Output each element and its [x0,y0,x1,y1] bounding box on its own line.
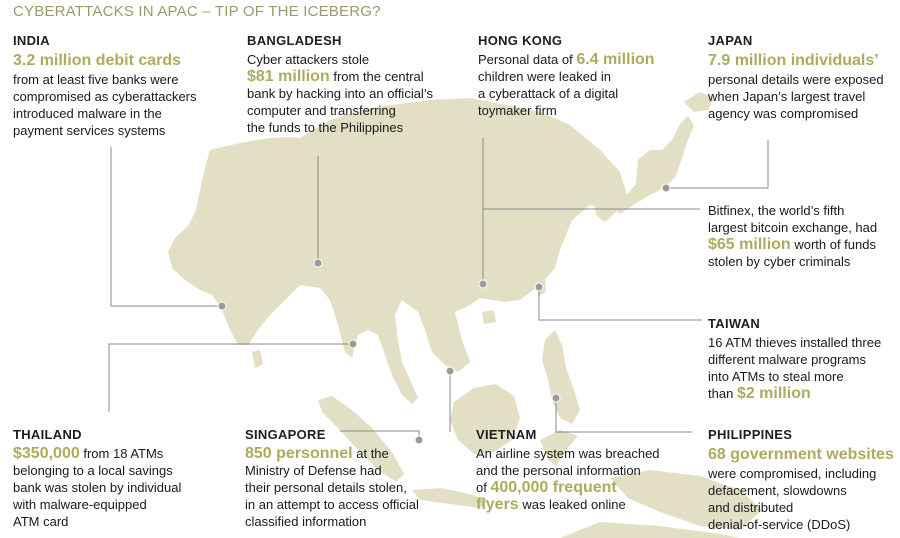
bangladesh-marker [314,259,322,267]
description-line: An airline system was breached [476,446,660,461]
description-line: when Japan’s largest travel [708,89,866,104]
headline-figure: $81 million [247,68,330,85]
description-line: bank was stolen by individual [13,480,182,495]
description-line: their personal details stolen, [245,480,407,495]
description-line: ATM card [13,514,69,529]
hongkong-callout [478,32,668,119]
country-name: VIETNAM [476,427,537,442]
headline-figure: $65 million [708,236,791,253]
headline-figure: $2 million [736,385,811,402]
description-line: Personal data of [478,52,573,67]
description-line: from 18 ATMs [83,446,164,461]
country-name: THAILAND [13,427,82,442]
description-line: payment services systems [13,123,166,138]
description-line: into ATMs to steal more [708,369,844,384]
country-name: INDIA [13,33,50,48]
description-line: at the [356,446,389,461]
description-line: toymaker firm [478,103,557,118]
description-line: a cyberattack of a digital [478,86,619,101]
japan-marker [662,184,670,192]
japan-callout [708,32,898,122]
hongkong-marker [479,280,487,288]
thailand-connector [109,344,353,412]
description-line: personal details were exposed [708,72,884,87]
page-title: CYBERATTACKS IN APAC – TIP OF THE ICEBERG? [13,3,381,20]
description-line: Bitfinex, the world’s fifth [708,203,845,218]
india-marker [218,302,226,310]
taiwan-marker [535,283,543,291]
description-line: of [476,480,487,495]
japan-landmass [614,116,694,214]
description-line: with malware-equipped [13,497,147,512]
description-line: from the central [333,69,424,84]
description-line: stolen by cyber criminals [708,254,851,269]
country-name: JAPAN [708,33,753,48]
description-line: 16 ATM thieves installed three [708,335,882,350]
description-line: Cyber attackers stole [247,52,370,67]
description-line: Ministry of Defense had [245,463,382,478]
description-line: different malware programs [708,352,866,367]
country-name: SINGAPORE [245,427,326,442]
description-line: introduced malware in the [13,106,162,121]
country-name: BANGLADESH [247,33,342,48]
headline-figure: 400,000 frequent [490,479,617,496]
description-line: the funds to the Philippines [247,120,404,135]
vietnam-marker [446,367,454,375]
description-line: and the personal information [476,463,641,478]
description-line: computer and transferring [247,103,396,118]
india-callout [13,32,213,139]
headline-figure: 7.9 million individuals’ [708,52,879,69]
headline-figure: 850 personnel [245,445,353,462]
philippines-landmass [542,330,580,424]
bitfinex-callout [708,202,898,270]
description-line: in an attempt to access official [245,497,419,512]
description-line: largest bitcoin exchange, had [708,220,878,235]
description-line: children were leaked in [478,69,611,84]
philippines-marker [552,394,560,402]
hainan-landmass [482,310,496,324]
description-line: belonging to a local savings [13,463,173,478]
philippines-callout [708,426,898,533]
description-line: than [708,386,734,401]
description-line: from at least five banks were [13,72,179,87]
description-line: compromised as cyberattackers [13,89,197,104]
description-line: was leaked online [522,497,626,512]
description-line: were compromised, including [708,466,877,481]
description-line: classified information [245,514,367,529]
vietnam-callout [476,426,686,513]
bangladesh-callout [247,32,462,136]
singapore-callout [245,426,460,530]
headline-figure: 68 government websites [708,446,894,463]
thailand-callout [13,426,223,530]
headline-figure: 6.4 million [576,51,655,68]
sri-lanka-landmass [252,350,263,368]
description-line: agency was compromised [708,106,859,121]
description-line: bank by hacking into an official’s [247,86,433,101]
headline-figure-cont: flyers [476,496,519,513]
country-name: TAIWAN [708,316,761,331]
headline-figure: $350,000 [13,445,80,462]
taiwan-callout [708,315,898,402]
taiwan-connector [539,287,702,320]
description-line: and distributed [708,500,794,515]
description-line: defacement, slowdowns [708,483,847,498]
thailand-marker [349,340,357,348]
country-name: PHILIPPINES [708,427,793,442]
country-name: HONG KONG [478,33,563,48]
headline-figure: 3.2 million debit cards [13,52,182,69]
description-line: worth of funds [794,237,876,252]
description-line: denial-of-service (DDoS) [708,517,851,532]
